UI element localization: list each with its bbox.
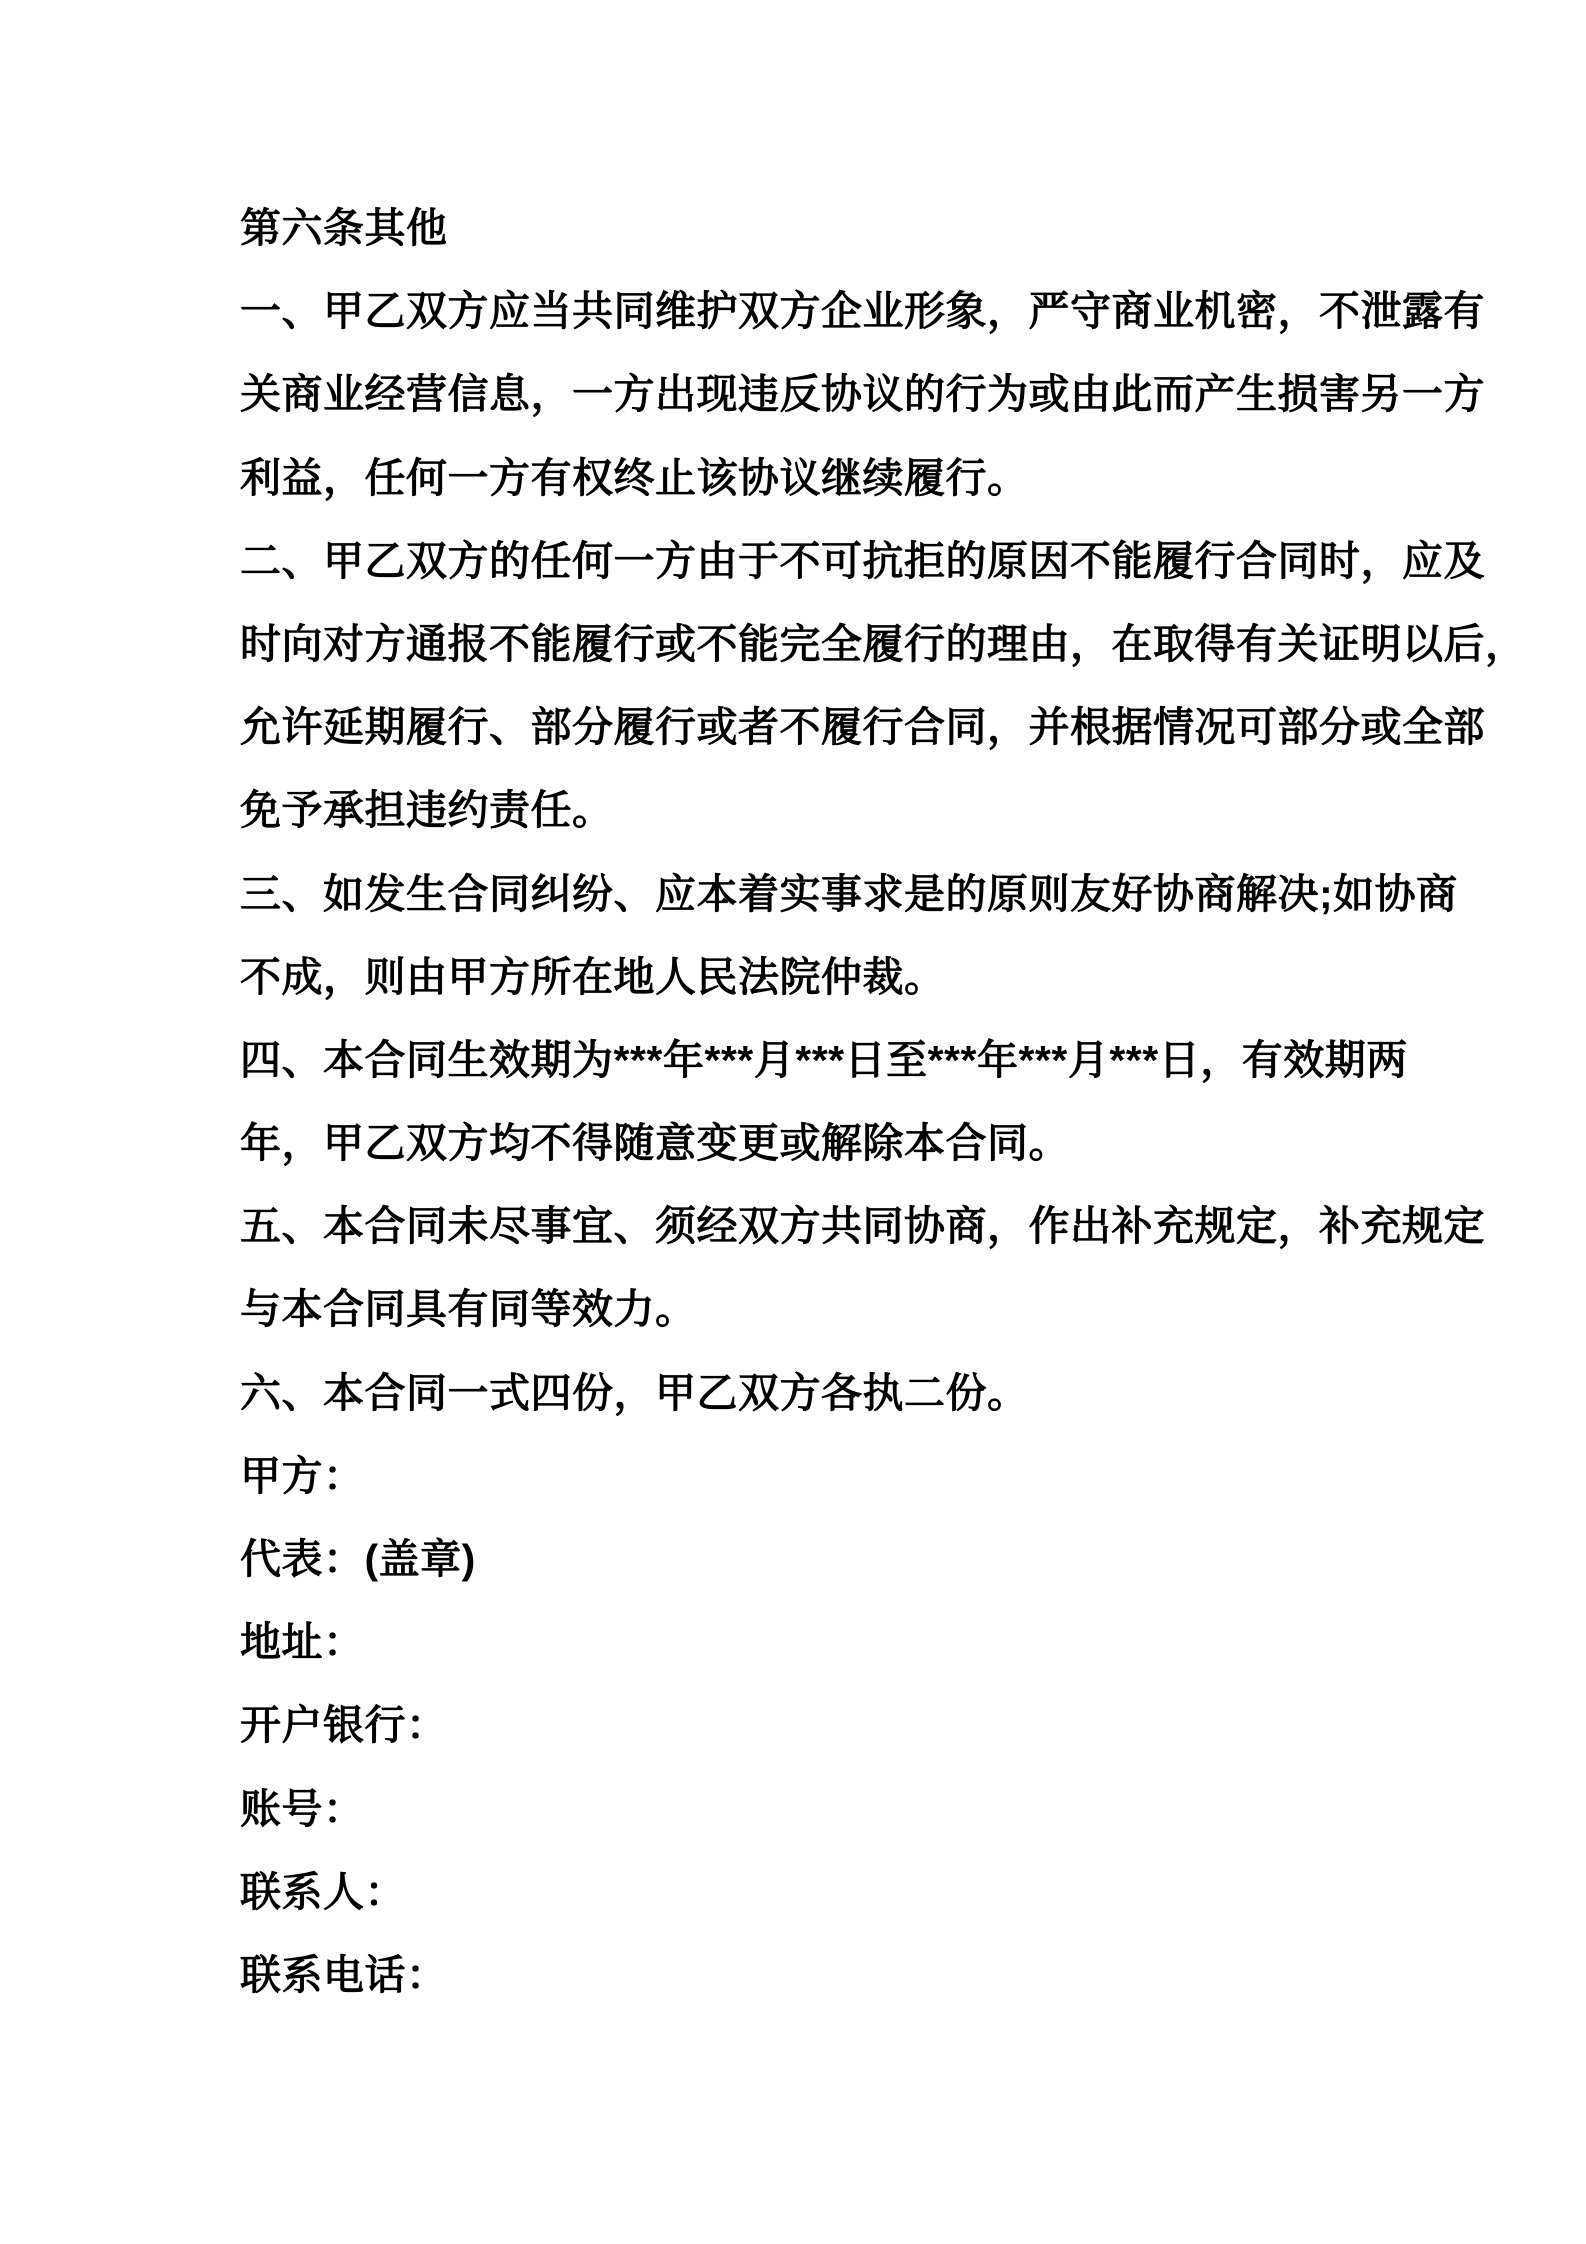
contract-document [240, 187, 1527, 2017]
party-a-label: 甲方： [240, 1452, 365, 1499]
clause6-line1: 六、本合同一式四份，甲乙双方各执二份。 [240, 1369, 1029, 1416]
representative-label: 代表：(盖章) [240, 1536, 476, 1582]
clause1-line3: 利益，任何一方有权终止该协议继续履行。 [240, 454, 1029, 501]
clause2-line3: 允许延期履行、部分履行或者不履行合同，并根据情况可部分或全部 [240, 704, 1485, 751]
clause2-line1: 二、甲乙双方的任何一方由于不可抗拒的原因不能履行合同时，应及 [240, 537, 1485, 584]
clause5-line1: 五、本合同未尽事宜、须经双方共同协商，作出补充规定，补充规定 [240, 1203, 1485, 1250]
clause3-line2: 不成，则由甲方所在地人民法院仲裁。 [240, 953, 946, 1000]
contact-person-label: 联系人： [240, 1868, 406, 1915]
clause2-line4: 免予承担违约责任。 [240, 787, 614, 834]
clause1-line1: 一、甲乙双方应当共同维护双方企业形象，严守商业机密，不泄露有 [240, 288, 1485, 335]
clause1-line2: 关商业经营信息，一方出现违反协议的行为或由此而产生损害另一方 [240, 371, 1485, 418]
clause4-line1: 四、本合同生效期为***年***月***日至***年***月***日，有效期两 [240, 1036, 1408, 1083]
clause4-line2: 年，甲乙双方均不得随意变更或解除本合同。 [240, 1120, 1070, 1167]
clause2-line2: 时向对方通报不能履行或不能完全履行的理由，在取得有关证明以后， [240, 620, 1527, 667]
section-heading: 第六条其他 [240, 205, 448, 251]
clause3-line1: 三、如发生合同纠纷、应本着实事求是的原则友好协商解决;如协商 [240, 870, 1458, 917]
clause5-line2: 与本合同具有同等效力。 [240, 1286, 697, 1333]
bank-label: 开户银行： [240, 1702, 448, 1749]
contact-phone-label: 联系电话： [240, 1951, 448, 1998]
address-label: 地址： [240, 1619, 365, 1666]
account-number-label: 账号： [240, 1785, 365, 1832]
